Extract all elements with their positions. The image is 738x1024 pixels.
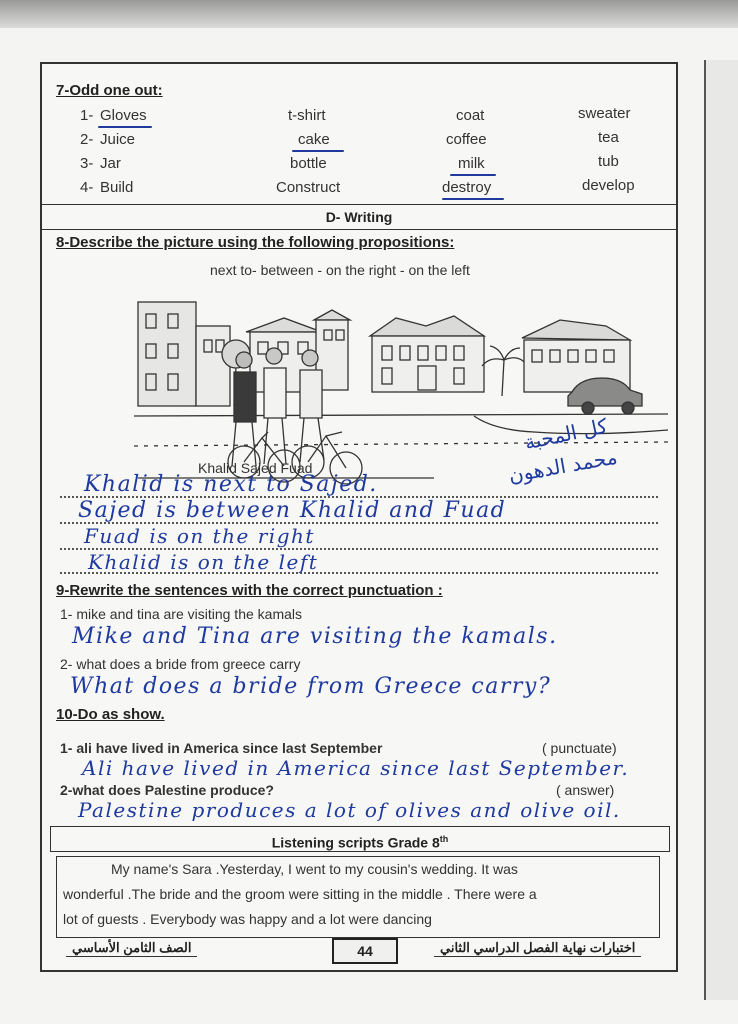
answer-underline (292, 150, 344, 152)
q7-row1-word4: sweater (578, 105, 631, 122)
answer-underline (442, 198, 504, 200)
q7-row1-word1: Gloves (100, 107, 147, 124)
q7-row4-word2: Construct (276, 179, 341, 196)
q7-row4-word3: destroy (442, 179, 492, 196)
listening-title-sup: th (439, 834, 449, 844)
q9-prompt-2: 2- what does a bride from greece carry (60, 656, 301, 672)
script-line-2: wonderful .The bride and the groom were sitting in the middle . There were a (63, 886, 537, 902)
q7-row1-word3: coat (456, 107, 485, 124)
q10-instruction-1: ( punctuate) (542, 740, 617, 756)
q7-heading: 7-Odd one out: (56, 82, 163, 99)
q8-answer-3: Fuad is on the right (84, 524, 315, 548)
q9-answer-1: Mike and Tina are visiting the kamals. (72, 624, 558, 649)
q7-row1-word2: t-shirt (288, 107, 326, 124)
listening-title (50, 826, 670, 852)
q9-answer-2: What does a bride from Greece carry? (70, 674, 552, 699)
q7-row3-word1: Jar (100, 155, 121, 172)
arabic-note-line2: محمد الدهون (506, 444, 620, 488)
q10-answer-2: Palestine produces a lot of olives and olive oil. (78, 798, 621, 822)
picture-names: Khalid Sajed Fuad (198, 460, 313, 476)
q7-row2-word4: tea (598, 129, 619, 146)
q7-row3-word2: bottle (290, 155, 327, 172)
exam-frame (40, 62, 678, 972)
q7-row4-word1: Build (100, 179, 134, 196)
q7-row2-word3: coffee (446, 131, 487, 148)
page-number: 44 (332, 938, 398, 964)
section-title: D- Writing (42, 204, 676, 230)
q8-answer-1: Khalid is next to Sajed. (84, 472, 378, 497)
q7-row1-num: 1- (80, 107, 94, 124)
answer-underline (450, 174, 496, 176)
q8-answer-2: Sajed is between Khalid and Fuad (78, 498, 507, 523)
q10-instruction-2: ( answer) (556, 782, 615, 798)
q7-row3-word4: tub (598, 153, 619, 170)
q7-row4-word4: develop (582, 177, 635, 194)
arabic-note-line1: كل المحبة (522, 413, 610, 455)
listening-title-text: Listening scripts Grade 8 (271, 834, 440, 851)
q7-row2-word2: cake (298, 131, 330, 148)
q7-row4-num: 4- (80, 179, 94, 196)
q7-row3-num: 3- (80, 155, 94, 172)
footer-grade: الصف الثامن الأساسي (66, 940, 197, 957)
script-line-1: My name's Sara .Yesterday, I went to my cousin's wedding. It was (111, 861, 518, 877)
q7-row3-word3: milk (458, 155, 485, 172)
q10-prompt-2: 2-what does Palestine produce? (60, 782, 274, 798)
q10-heading: 10-Do as show. (56, 706, 165, 723)
q7-row2-word1: Juice (100, 131, 136, 148)
q8-answer-4: Khalid is on the left (88, 550, 319, 574)
page-edge (704, 60, 738, 1000)
listening-script (56, 856, 660, 938)
page-footer (56, 938, 660, 964)
q10-prompt-1: 1- ali have lived in America since last September (60, 740, 383, 756)
footer-exam-title: اختبارات نهاية الفصل الدراسي الثاني (434, 940, 641, 957)
q7-row2-num: 2- (80, 131, 94, 148)
q10-answer-1: Ali have lived in America since last September. (82, 756, 630, 780)
q8-heading: 8-Describe the picture using the following propositions: (56, 234, 455, 251)
q9-heading: 9-Rewrite the sentences with the correct punctuation : (56, 582, 443, 599)
scan-shadow (0, 0, 738, 28)
propositions: next to- between - on the right - on the left (210, 262, 470, 278)
script-line-3: lot of guests . Everybody was happy and a lot were dancing (63, 911, 432, 927)
q9-prompt-1: 1- mike and tina are visiting the kamals (60, 606, 302, 622)
answer-underline (98, 126, 152, 128)
